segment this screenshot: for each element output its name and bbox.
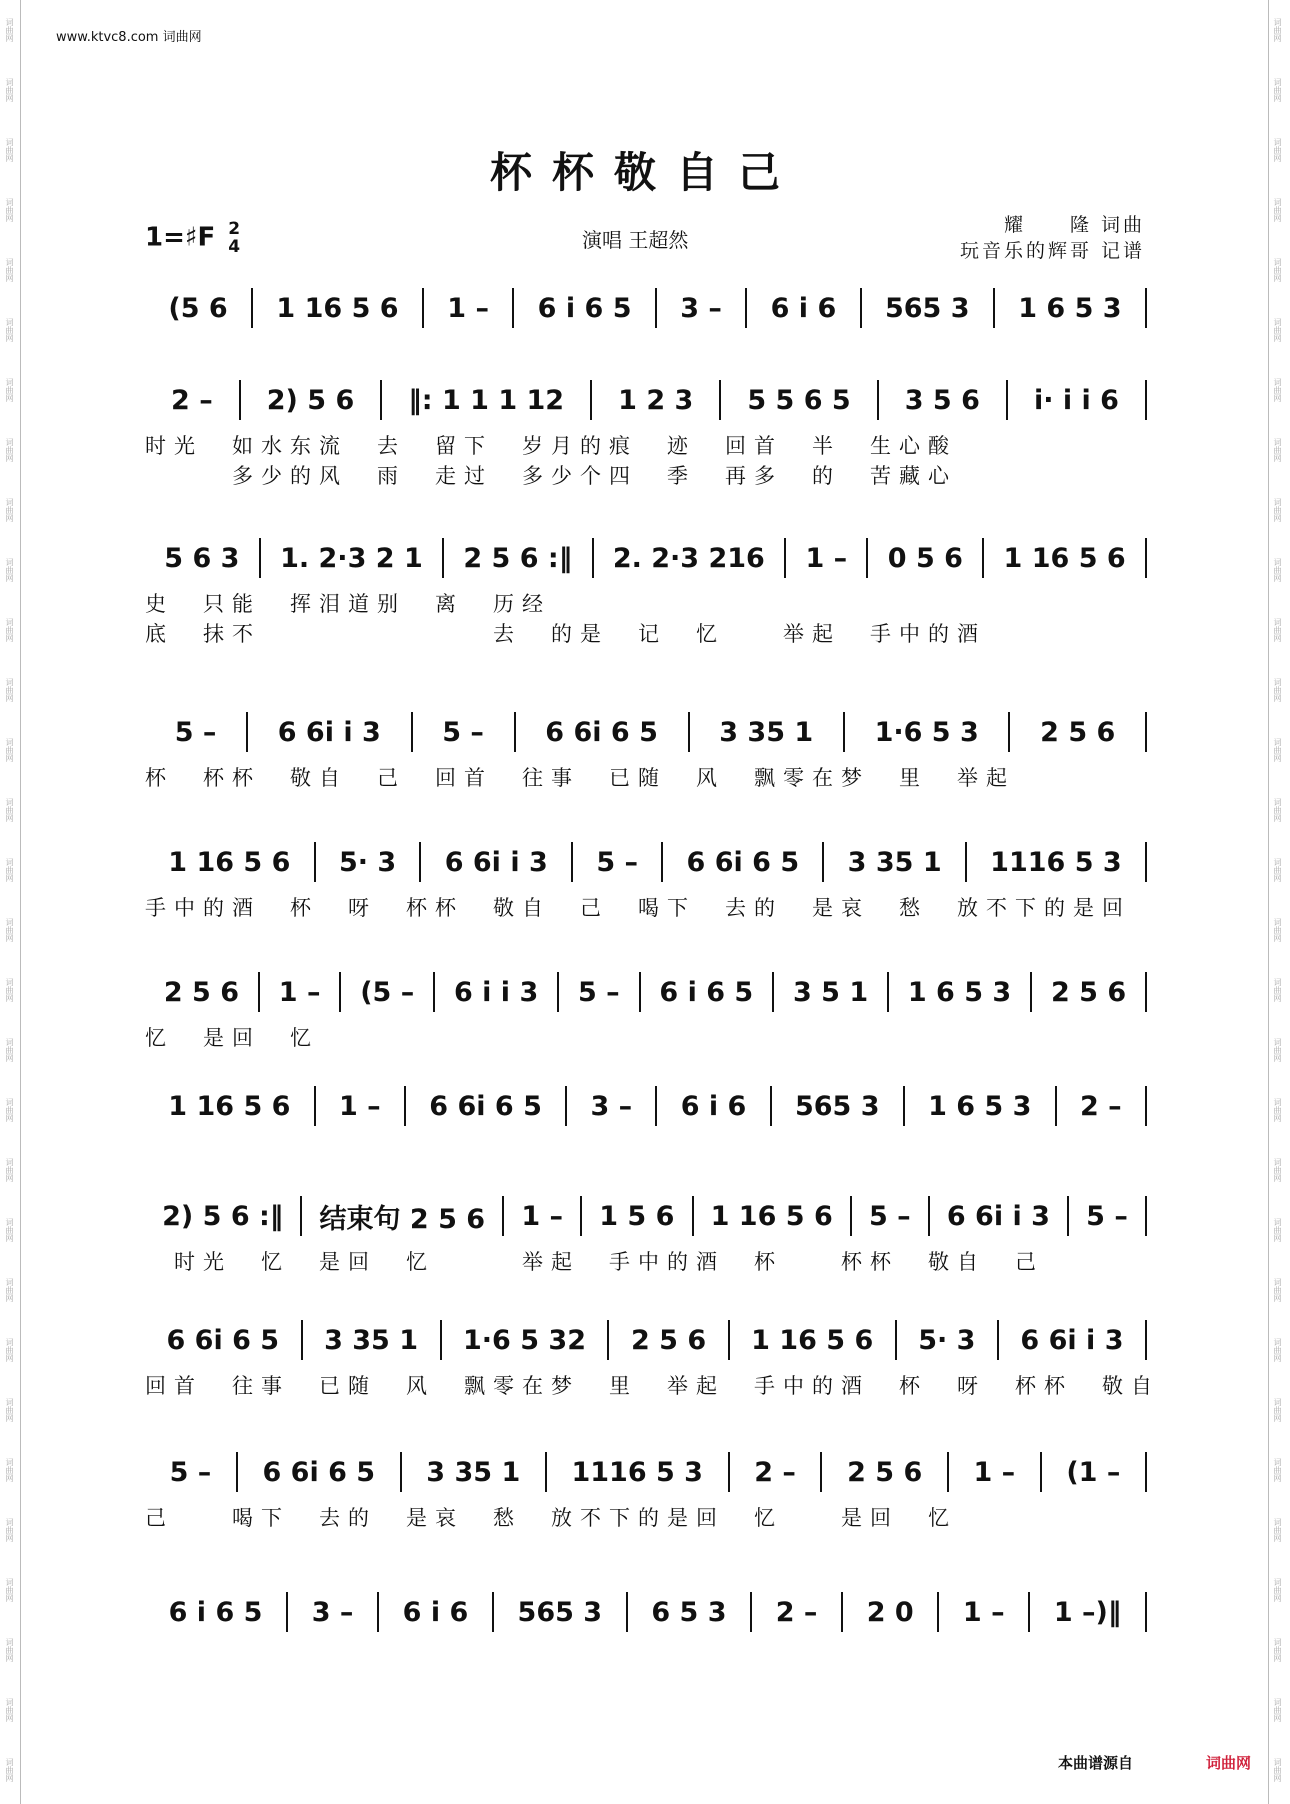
measure: 6 i 6 5	[514, 288, 657, 328]
measure: 1 16 5 6	[694, 1196, 852, 1236]
singer: 演唱 王超然	[582, 228, 689, 252]
measure: 6 i 6	[657, 1086, 771, 1126]
lyric-line: 忆 是回 忆	[145, 1026, 319, 1050]
measure: 1 16 5 6	[253, 288, 424, 328]
watermark-text: 词曲网	[5, 78, 14, 102]
watermark-text: 词曲网	[1273, 1218, 1282, 1242]
measure: 565 3	[494, 1592, 628, 1632]
measure: 1 –	[939, 1592, 1030, 1632]
measure: 3 –	[567, 1086, 657, 1126]
measure: 3 5 6	[879, 380, 1008, 420]
watermark-text: 词曲网	[5, 678, 14, 702]
right-border-line	[1268, 0, 1269, 1804]
time-bottom: 4	[228, 237, 241, 257]
measure: 1116 5 3	[967, 842, 1147, 882]
measure: 1 –	[504, 1196, 582, 1236]
time-signature	[228, 220, 240, 256]
measure: 6 6i 6 5	[516, 712, 690, 752]
measure: 6 i i 3	[435, 972, 559, 1012]
song-title: 杯杯敬自己	[489, 148, 800, 197]
lyric-line: 时光 如水东流 去 留下 岁月的痕 迹 回首 半 生心酸	[145, 434, 957, 458]
measure: (5 –	[341, 972, 435, 1012]
measure: 3 5 1	[774, 972, 889, 1012]
measure: 1·6 5 32	[442, 1320, 610, 1360]
watermark-text: 词曲网	[1273, 1158, 1282, 1182]
measure: 5 –	[573, 842, 663, 882]
watermark-text: 词曲网	[5, 498, 14, 522]
footer-site-link[interactable]: 词曲网	[1206, 1754, 1252, 1772]
watermark-text: 词曲网	[5, 1458, 14, 1482]
measure: 3 35 1	[402, 1452, 547, 1492]
watermark-text: 词曲网	[5, 618, 14, 642]
watermark-text: 词曲网	[1273, 978, 1282, 1002]
measure: 6 5 3	[628, 1592, 752, 1632]
watermark-text: 词曲网	[1273, 678, 1282, 702]
lyric-line: 史 只能 挥泪道别 离 历经	[145, 592, 551, 616]
watermark-text: 词曲网	[5, 18, 14, 42]
watermark-text: 词曲网	[1273, 618, 1282, 642]
watermark-text: 词曲网	[5, 1578, 14, 1602]
measure: 6 i 6	[747, 288, 861, 328]
notation-line	[145, 1086, 1147, 1126]
watermark-text: 词曲网	[5, 258, 14, 282]
watermark-text: 词曲网	[5, 1338, 14, 1362]
measure: 1 6 5 3	[905, 1086, 1057, 1126]
notation-line	[145, 538, 1147, 578]
measure: 6 6i i 3	[248, 712, 412, 752]
watermark-text: 词曲网	[1273, 1698, 1282, 1722]
watermark-text: 词曲网	[1273, 258, 1282, 282]
watermark-text: 词曲网	[1273, 198, 1282, 222]
watermark-text: 词曲网	[5, 138, 14, 162]
measure: 2 –	[752, 1592, 843, 1632]
measure: ‖: 1 1 1 12	[382, 380, 592, 420]
watermark-text: 词曲网	[5, 1398, 14, 1422]
measure: 1 5 6	[582, 1196, 693, 1236]
notation-line	[145, 1452, 1147, 1492]
lyric-line: 底 抹不 去 的是 记 忆 举起 手中的酒	[145, 622, 986, 646]
right-watermark-strip	[1272, 0, 1286, 1804]
watermark-text: 词曲网	[5, 978, 14, 1002]
measure: i· i i 6	[1008, 380, 1147, 420]
measure: 3 35 1	[824, 842, 966, 882]
measure: 5 –	[145, 1452, 238, 1492]
watermark-text: 词曲网	[5, 438, 14, 462]
watermark-text: 词曲网	[1273, 18, 1282, 42]
notation-line	[145, 1320, 1147, 1360]
watermark-text: 词曲网	[5, 1038, 14, 1062]
measure: 1 6 5 3	[995, 288, 1147, 328]
measure: 2 5 6	[1032, 972, 1147, 1012]
measure: 6 i 6 5	[145, 1592, 288, 1632]
measure: 5 –	[1069, 1196, 1147, 1236]
measure: 3 –	[657, 288, 747, 328]
measure: 1 –)‖	[1030, 1592, 1147, 1632]
watermark-text: 词曲网	[1273, 498, 1282, 522]
watermark-text: 词曲网	[1273, 1038, 1282, 1062]
measure: (1 –	[1042, 1452, 1147, 1492]
measure: 2 5 6	[822, 1452, 948, 1492]
watermark-text: 词曲网	[5, 558, 14, 582]
measure: 1 16 5 6	[145, 1086, 316, 1126]
notation-line	[145, 288, 1147, 328]
watermark-text: 词曲网	[5, 1278, 14, 1302]
watermark-text: 词曲网	[1273, 858, 1282, 882]
measure: 1 –	[786, 538, 868, 578]
measure: 1 16 5 6	[145, 842, 316, 882]
key-signature	[145, 220, 240, 256]
measure: 6 6i 6 5	[406, 1086, 567, 1126]
measure: 6 6i 6 5	[145, 1320, 303, 1360]
measure: 1 16 5 6	[984, 538, 1147, 578]
measure: 结束句 2 5 6	[302, 1196, 504, 1236]
measure: 5· 3	[316, 842, 422, 882]
watermark-text: 词曲网	[5, 378, 14, 402]
measure: 2 –	[730, 1452, 823, 1492]
watermark-text: 词曲网	[1273, 78, 1282, 102]
measure: 2 –	[1057, 1086, 1147, 1126]
measure: 3 35 1	[690, 712, 845, 752]
measure: 1 2 3	[592, 380, 721, 420]
measure: 2 5 6	[1010, 712, 1147, 752]
lyric-line: 己 喝下 去的 是哀 愁 放不下的是回 忆 是回 忆	[145, 1506, 957, 1530]
measure: (5 6	[145, 288, 253, 328]
measure: 6 6i i 3	[421, 842, 573, 882]
watermark-text: 词曲网	[1273, 1398, 1282, 1422]
measure: 1 –	[260, 972, 341, 1012]
watermark-text: 词曲网	[5, 1218, 14, 1242]
lyric-line: 手中的酒 杯 呀 杯杯 敬自 己 喝下 去的 是哀 愁 放不下的是回	[145, 896, 1131, 920]
measure: 565 3	[862, 288, 995, 328]
notation-line	[145, 842, 1147, 882]
measure: 2) 5 6 :‖	[145, 1196, 302, 1236]
measure: 1 16 5 6	[730, 1320, 897, 1360]
measure: 6 6i 6 5	[238, 1452, 402, 1492]
measure: 565 3	[772, 1086, 905, 1126]
watermark-text: 词曲网	[1273, 798, 1282, 822]
measure: 6 i 6	[379, 1592, 494, 1632]
measure: 6 6i 6 5	[663, 842, 824, 882]
key-prefix: 1=	[145, 222, 185, 253]
measure: 5 –	[559, 972, 640, 1012]
measure: 1. 2·3 2 1	[261, 538, 444, 578]
measure: 6 i 6 5	[641, 972, 775, 1012]
watermark-text: 词曲网	[5, 198, 14, 222]
watermark-text: 词曲网	[5, 318, 14, 342]
notation-line	[145, 380, 1147, 420]
watermark-text: 词曲网	[5, 1698, 14, 1722]
watermark-text: 词曲网	[5, 1758, 14, 1782]
measure: 5 –	[413, 712, 516, 752]
measure: 5 6 3	[145, 538, 261, 578]
watermark-text: 词曲网	[1273, 438, 1282, 462]
measure: 1 –	[949, 1452, 1042, 1492]
watermark-text: 词曲网	[5, 858, 14, 882]
notation-line	[145, 1592, 1147, 1632]
watermark-text: 词曲网	[1273, 738, 1282, 762]
measure: 1116 5 3	[547, 1452, 730, 1492]
measure: 3 35 1	[303, 1320, 442, 1360]
watermark-text: 词曲网	[1273, 138, 1282, 162]
notation-line	[145, 972, 1147, 1012]
watermark-text: 词曲网	[5, 798, 14, 822]
lyric-line: 杯 杯杯 敬自 己 回首 往事 已随 风 飘零在梦 里 举起	[145, 766, 1015, 790]
watermark-text: 词曲网	[1273, 318, 1282, 342]
measure: 6 6i i 3	[999, 1320, 1147, 1360]
watermark-text: 词曲网	[5, 738, 14, 762]
measure: 2) 5 6	[241, 380, 383, 420]
time-top: 2	[228, 219, 241, 239]
measure: 1·6 5 3	[845, 712, 1011, 752]
measure: 6 6i i 3	[930, 1196, 1069, 1236]
measure: 2 5 6 :‖	[444, 538, 593, 578]
watermark-text: 词曲网	[1273, 1278, 1282, 1302]
watermark-text: 词曲网	[1273, 1338, 1282, 1362]
credit-lyricist: 耀 隆 词曲	[1003, 214, 1145, 236]
measure: 0 5 6	[868, 538, 984, 578]
notation-line	[145, 1196, 1147, 1236]
watermark-text: 词曲网	[5, 1158, 14, 1182]
measure: 2. 2·3 216	[594, 538, 787, 578]
watermark-text: 词曲网	[1273, 1578, 1282, 1602]
watermark-text: 词曲网	[1273, 1098, 1282, 1122]
watermark-text: 词曲网	[1273, 1518, 1282, 1542]
key-note: ♯F	[184, 222, 216, 253]
site-url[interactable]: www.ktvc8.com 词曲网	[56, 30, 202, 45]
footer-source-note: 本曲谱源自	[1058, 1754, 1134, 1772]
measure: 2 –	[145, 380, 241, 420]
notation-line	[145, 712, 1147, 752]
left-border-line	[20, 0, 21, 1804]
watermark-text: 词曲网	[1273, 1758, 1282, 1782]
watermark-text: 词曲网	[1273, 378, 1282, 402]
watermark-text: 词曲网	[1273, 558, 1282, 582]
watermark-text: 词曲网	[1273, 918, 1282, 942]
watermark-text: 词曲网	[5, 1098, 14, 1122]
measure: 2 5 6	[609, 1320, 729, 1360]
left-watermark-strip	[4, 0, 18, 1804]
measure: 5 –	[852, 1196, 930, 1236]
lyric-line: 时光 忆 是回 忆 举起 手中的酒 杯 杯杯 敬自 己	[145, 1250, 1044, 1274]
credit-transcriber: 玩音乐的辉哥 记谱	[959, 240, 1145, 262]
lyric-line: 回首 往事 已随 风 飘零在梦 里 举起 手中的酒 杯 呀 杯杯 敬自	[145, 1374, 1160, 1398]
measure: 5 5 6 5	[721, 380, 878, 420]
measure: 5· 3	[897, 1320, 999, 1360]
watermark-text: 词曲网	[1273, 1638, 1282, 1662]
watermark-text: 词曲网	[5, 1638, 14, 1662]
measure: 1 –	[424, 288, 514, 328]
measure: 5 –	[145, 712, 248, 752]
measure: 2 0	[843, 1592, 939, 1632]
measure: 1 6 5 3	[889, 972, 1032, 1012]
measure: 3 –	[288, 1592, 379, 1632]
measure: 2 5 6	[145, 972, 260, 1012]
watermark-text: 词曲网	[5, 918, 14, 942]
lyric-line: 多少的风 雨 走过 多少个四 季 再多 的 苦藏心	[145, 464, 957, 488]
watermark-text: 词曲网	[1273, 1458, 1282, 1482]
measure: 1 –	[316, 1086, 406, 1126]
watermark-text: 词曲网	[5, 1518, 14, 1542]
